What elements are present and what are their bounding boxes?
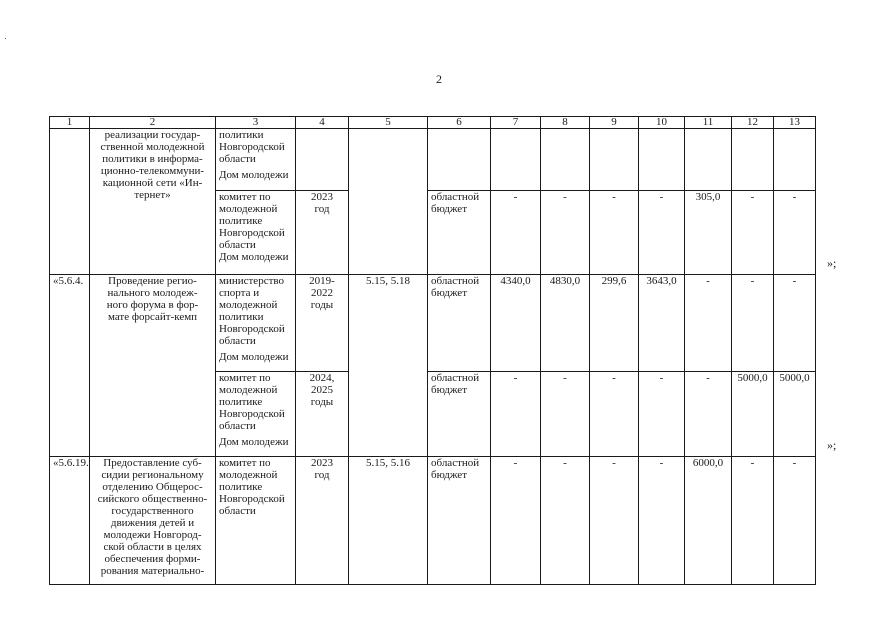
table-row: [50, 457, 816, 585]
value-cell: -: [685, 372, 732, 457]
value-cell: [732, 129, 774, 191]
value-cell: -: [541, 191, 590, 275]
value-cell: [774, 129, 816, 191]
source-cell: областной бюджет: [428, 457, 491, 585]
value-cell: -: [590, 372, 639, 457]
activity-name: реализации государ- ственной молодежной политики в информа- ционно-телекоммуни- кационной сети «Ин- тернет»: [90, 129, 216, 275]
executor-text: политики Новгородской области: [219, 129, 285, 165]
value-cell: -: [732, 275, 774, 372]
value-cell: -: [491, 457, 541, 585]
executor-cell: [216, 372, 296, 457]
value-cell: -: [685, 275, 732, 372]
value-cell: -: [590, 457, 639, 585]
co-executor-text: Дом молодежи: [219, 251, 289, 263]
number-cell: «5.6.4.: [50, 275, 90, 457]
year-cell: 2023 год: [296, 191, 349, 275]
value-cell: 5000,0: [774, 372, 816, 457]
co-executor-text: Дом молодежи: [219, 351, 289, 363]
scan-speck: [5, 38, 6, 39]
col-header: 4: [296, 117, 349, 129]
col-header: 6: [428, 117, 491, 129]
col-header: 9: [590, 117, 639, 129]
year-cell: 2023 год: [296, 457, 349, 585]
executor-cell: [216, 275, 296, 372]
column-number-row: [50, 117, 816, 129]
year-cell: 2019- 2022 годы: [296, 275, 349, 372]
col-header: 11: [685, 117, 732, 129]
source-cell: [428, 129, 491, 191]
source-cell: областной бюджет: [428, 191, 491, 275]
source-cell: областной бюджет: [428, 372, 491, 457]
value-cell: -: [774, 275, 816, 372]
col-header: 12: [732, 117, 774, 129]
co-executor-text: Дом молодежи: [219, 169, 289, 181]
indicator-cell: [349, 129, 428, 275]
value-cell: 299,6: [590, 275, 639, 372]
executor-text: министерство спорта и молодежной политики Новгородской области: [219, 275, 285, 347]
activity-name: Проведение регио- нального молодеж- ного форума в фор- мате форсайт-кемп: [90, 275, 216, 457]
executor-text: комитет по молодежной политике Новгородской области: [219, 372, 285, 432]
value-cell: [590, 129, 639, 191]
col-header: 13: [774, 117, 816, 129]
col-header: 5: [349, 117, 428, 129]
co-executor-text: Дом молодежи: [219, 436, 289, 448]
table-row: [50, 275, 816, 372]
value-cell: 6000,0: [685, 457, 732, 585]
executor-cell: [216, 191, 296, 275]
indicator-cell: 5.15, 5.18: [349, 275, 428, 457]
year-cell: 2024, 2025 годы: [296, 372, 349, 457]
executor-text: комитет по молодежной политике Новгородской области: [219, 191, 285, 251]
value-cell: 5000,0: [732, 372, 774, 457]
col-header: 1: [50, 117, 90, 129]
page-number: 2: [436, 72, 442, 86]
value-cell: -: [774, 457, 816, 585]
value-cell: -: [491, 191, 541, 275]
value-cell: -: [639, 457, 685, 585]
table-row: [50, 129, 816, 191]
value-cell: [541, 129, 590, 191]
value-cell: [685, 129, 732, 191]
source-cell: областной бюджет: [428, 275, 491, 372]
value-cell: -: [541, 457, 590, 585]
value-cell: [491, 129, 541, 191]
value-cell: -: [541, 372, 590, 457]
col-header: 7: [491, 117, 541, 129]
executor-cell: [216, 129, 296, 191]
value-cell: 305,0: [685, 191, 732, 275]
value-cell: -: [732, 191, 774, 275]
value-cell: -: [639, 372, 685, 457]
col-header: 3: [216, 117, 296, 129]
value-cell: -: [491, 372, 541, 457]
executor-cell: комитет по молодежной политике Новгородской области: [216, 457, 296, 585]
value-cell: 4340,0: [491, 275, 541, 372]
indicator-cell: 5.15, 5.16: [349, 457, 428, 585]
program-activities-table: [49, 116, 816, 585]
value-cell: -: [732, 457, 774, 585]
value-cell: -: [639, 191, 685, 275]
number-cell: «5.6.19.: [50, 457, 90, 585]
closing-quote-mark: »;: [827, 256, 837, 270]
col-header: 8: [541, 117, 590, 129]
closing-quote-mark: »;: [827, 438, 837, 452]
value-cell: [639, 129, 685, 191]
col-header: 10: [639, 117, 685, 129]
activity-name: Предоставление суб- сидии региональному отделению Общерос- сийского общественно- государственного движения детей и молодежи Новгород- ской области в целях обеспечения форми- рования материально-: [90, 457, 216, 585]
value-cell: -: [774, 191, 816, 275]
col-header: 2: [90, 117, 216, 129]
value-cell: -: [590, 191, 639, 275]
number-cell: [50, 129, 90, 275]
year-cell: [296, 129, 349, 191]
value-cell: 3643,0: [639, 275, 685, 372]
value-cell: 4830,0: [541, 275, 590, 372]
